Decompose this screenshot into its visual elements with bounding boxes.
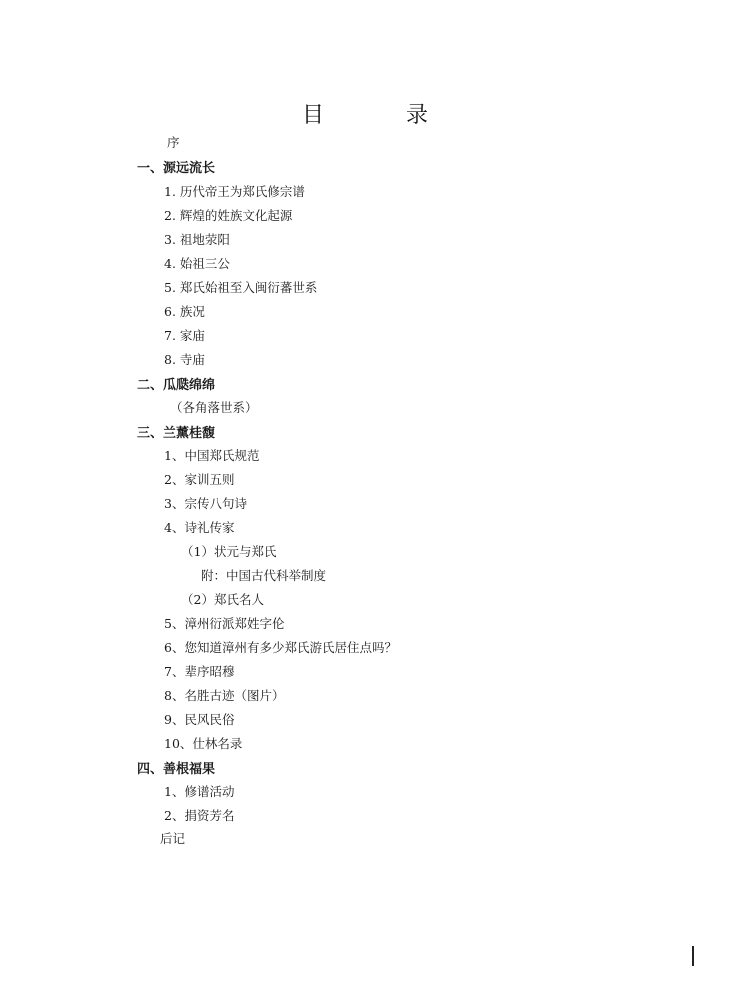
toc-entry: 1. 历代帝王为郑氏修宗谱 (164, 184, 305, 199)
toc-entry: 7、辈序昭穆 (164, 664, 235, 679)
toc-entry: 3、宗传八句诗 (164, 496, 247, 511)
toc-entry: 5、漳州衍派郑姓字伦 (164, 616, 285, 631)
page-title: 目 录 (301, 103, 458, 128)
toc-part-heading: 四、善根福果 (137, 762, 216, 777)
toc-entry: 9、民风民俗 (164, 712, 235, 727)
toc-entry: 附：中国古代科举制度 (201, 568, 327, 583)
toc-part-heading: 三、兰薰桂馥 (137, 426, 216, 441)
toc-entry: 后记 (160, 831, 186, 846)
toc-part-heading: 一、源远流长 (137, 161, 216, 176)
toc-entry: 1、中国郑氏规范 (164, 448, 260, 463)
toc-entry: 序 (167, 135, 180, 150)
toc-entry: 4. 始祖三公 (164, 256, 230, 271)
toc-part-heading: 二、瓜瓞绵绵 (137, 378, 216, 393)
toc-entry: 1、修谱活动 (164, 784, 235, 799)
toc-entry: 8. 寺庙 (164, 352, 205, 367)
toc-entry: 5. 郑氏始祖至入闽衍蕃世系 (164, 280, 318, 295)
toc-entry: 2、家训五则 (164, 472, 235, 487)
toc-entry: （各角落世系） (170, 400, 258, 415)
toc-entry: 6、您知道漳州有多少郑氏游氏居住点吗？ (164, 640, 397, 655)
toc-entry: 4、诗礼传家 (164, 520, 235, 535)
toc-entry: 6. 族况 (164, 304, 205, 319)
toc-entry: 10、仕林名录 (164, 736, 243, 751)
toc-entry: （1）状元与郑氏 (181, 544, 277, 559)
toc-entry: 2、捐资芳名 (164, 808, 235, 823)
toc-entry: 8、名胜古迹（图片） (164, 688, 285, 703)
toc-entry: 3. 祖地荥阳 (164, 232, 230, 247)
toc-entry: 7. 家庙 (164, 328, 205, 343)
margin-mark (692, 946, 694, 966)
toc-entry: （2）郑氏名人 (181, 592, 264, 607)
toc-entry: 2. 辉煌的姓族文化起源 (164, 208, 293, 223)
